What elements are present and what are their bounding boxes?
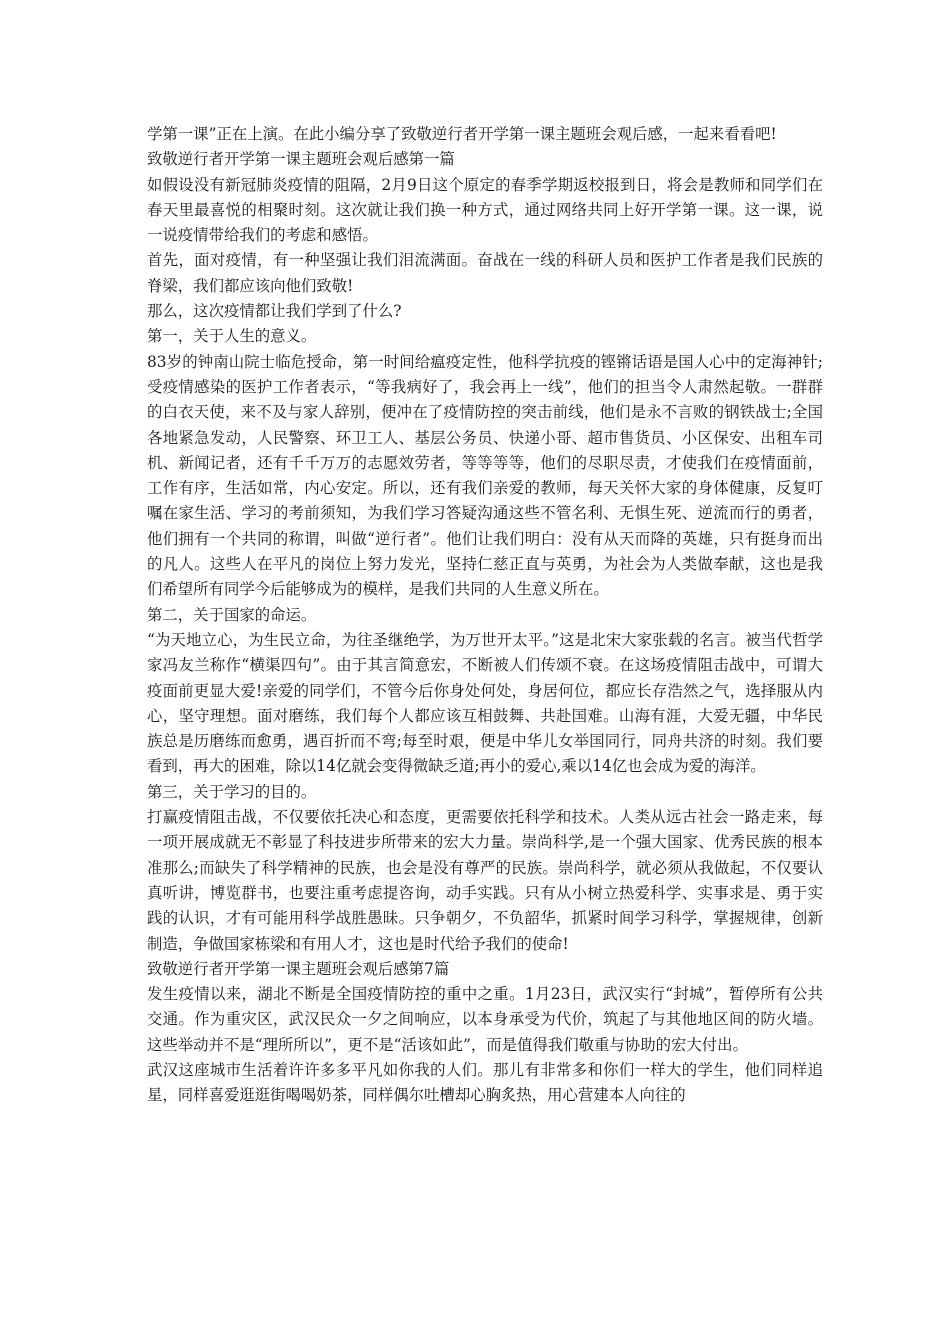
- section-heading-7: 致敬逆行者开学第一课主题班会观后感第7篇: [147, 959, 450, 978]
- paragraph: 如假设没有新冠肺炎疫情的阻隔，2月9日这个原定的春季学期返校报到日，将会是教师和同学们在春天里最喜悦的相聚时刻。这次就让我们换一种方式，通过网络共同上好开学第一课。这一课，说一说疫情带给我们的考虑和感悟。: [147, 175, 823, 245]
- paragraph: 首先，面对疫情，有一种坚强让我们泪流满面。奋战在一线的科研人员和医护工作者是我们民族的脊梁，我们都应该向他们致敬!: [147, 251, 823, 295]
- subheading-second: 第二，关于国家的命运。: [147, 605, 317, 624]
- paragraph: 武汉这座城市生活着许许多多平凡如你我的人们。那儿有非常多和你们一样大的学生，他们同样追星，同样喜爱逛逛街喝喝奶茶，同样偶尔吐槽却心胸炙热，用心营建本人向往的: [147, 1060, 823, 1105]
- section-heading-1: 致敬逆行者开学第一课主题班会观后感第一篇: [147, 150, 455, 169]
- subheading-third: 第三，关于学习的目的。: [147, 782, 317, 801]
- paragraph: 打赢疫情阻击战，不仅要依托决心和态度，更需要依托科学和技术。人类从远古社会一路走来，每一项开展成就无不彰显了科技进步所带来的宏大力量。崇尚科学,是一个强大国家、优秀民族的根本准那么;而缺失了科学精神的民族，也会是没有尊严的民族。崇尚科学，就必须从我做起，不仅要认真听讲，博览群书，也要注重考虑提咨询，动手实践。只有从小树立热爱科学、实事求是、勇于实践的认识，才有可能用科学战胜愚昧。只争朝夕，不负韶华，抓紧时间学习科学，掌握规律，创新制造，争做国家栋梁和有用人才，这也是时代给予我们的使命!: [147, 808, 823, 953]
- paragraph: “为天地立心，为生民立命，为往圣继绝学，为万世开太平。”这是北宋大家张载的名言。被当代哲学家冯友兰称作“横渠四句”。由于其言简意宏，不断被人们传颂不衰。在这场疫情阻击战中，可谓大疫面前更显大爱!亲爱的同学们，不管今后你身处何处，身居何位，都应长存浩然之气，选择服从内心，坚守理想。面对磨练，我们每个人都应该互相鼓舞、共赴国难。山海有涯，大爱无疆，中华民族总是历磨练而愈勇，遇百折而不弯;每至时艰，便是中华儿女举国同行，同舟共济的时刻。我们要看到，再大的困难，除以14亿就会变得微缺乏道;再小的爱心,乘以14亿也会成为爱的海洋。: [147, 630, 823, 776]
- paragraph: 那么，这次疫情都让我们学到了什么?: [147, 302, 402, 321]
- paragraph-intro: 学第一课”正在上演。在此小编分享了致敬逆行者开学第一课主题班会观后感，一起来看看吧!: [147, 125, 777, 143]
- paragraph: 83岁的钟南山院士临危授命，第一时间给瘟疫定性，他科学抗疫的铿锵话语是国人心中的定海神针;受疫情感染的医护工作者表示，“等我病好了，我会再上一线”，他们的担当令人肃然起敬。一群群的白衣天使，来不及与家人辞别，便冲在了疫情防控的突击前线，他们是永不言败的钢铁战士;全国各地紧急发动，人民警察、环卫工人、基层公务员、快递小哥、超市售货员、小区保安、出租车司机、新闻记者，还有千千万万的志愿效劳者，等等等等，他们的尽职尽责，才使我们在疫情面前，工作有序，生活如常，内心安定。所以，还有我们亲爱的教师，每天关怀大家的身体健康，反复叮嘱在家生活、学习的考前须知，为我们学习答疑沟通这些不管名利、无惧生死、逆流而行的勇者，他们拥有一个共同的称谓，叫做“逆行者”。他们让我们明白：没有从天而降的英雄，只有挺身而出的凡人。这些人在平凡的岗位上努力发光，坚持仁慈正直与英勇，为社会为人类做奉献，这也是我们希望所有同学今后能够成为的模样，是我们共同的人生意义所在。: [147, 352, 823, 599]
- subheading-first: 第一，关于人生的意义。: [147, 327, 317, 346]
- paragraph: 发生疫情以来，湖北不断是全国疫情防控的重中之重。1月23日，武汉实行“封城”，暂停所有公共交通。作为重灾区，武汉民众一夕之间响应，以本身承受为代价，筑起了与其他地区间的防火墙。这些举动并不是“理所所以”，更不是“活该如此”，而是值得我们敬重与协助的宏大付出。: [147, 985, 823, 1054]
- document-body: [147, 122, 823, 1109]
